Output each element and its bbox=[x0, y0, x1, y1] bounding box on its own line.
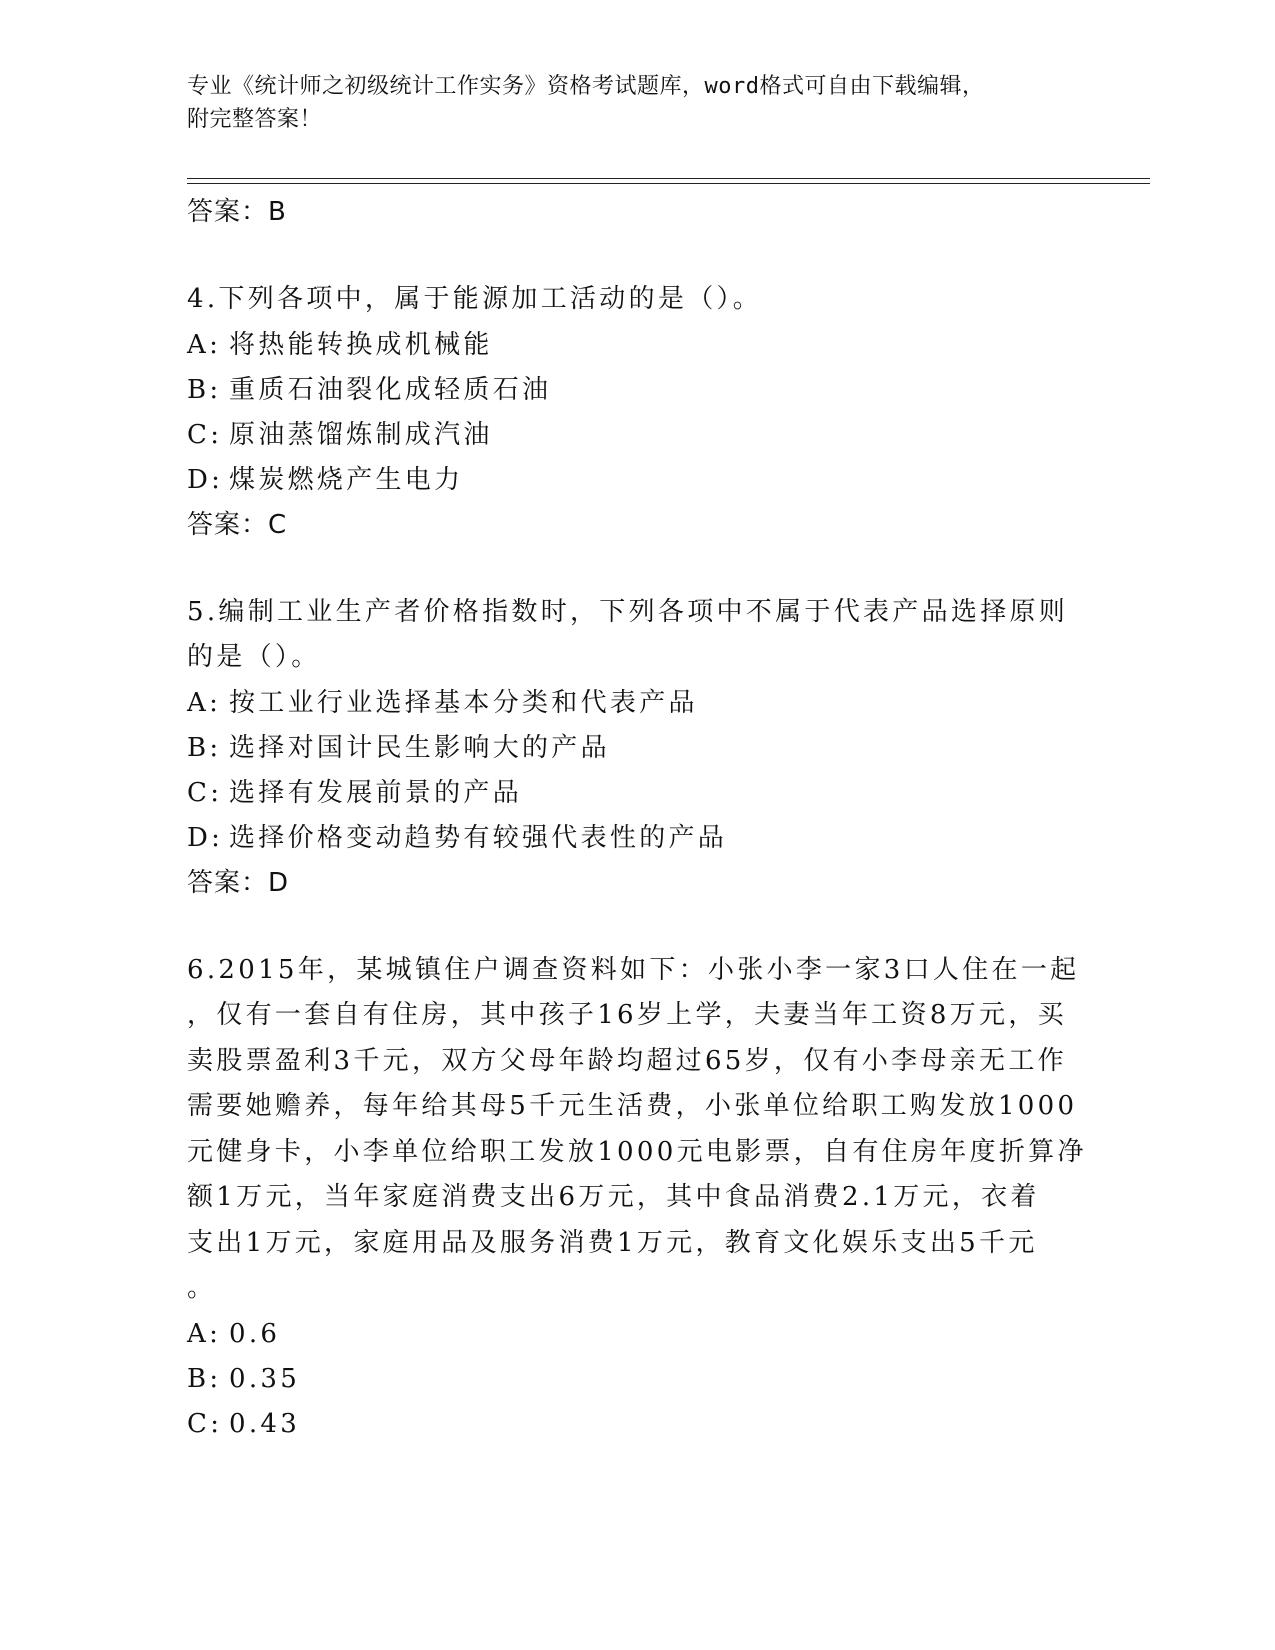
header-divider-top bbox=[187, 178, 1150, 179]
header-line-2: 附完整答案！ bbox=[187, 107, 323, 132]
option-text: 煤炭燃烧产生电力 bbox=[229, 464, 464, 495]
option-key: B: bbox=[187, 732, 222, 763]
option-text: 选择有发展前景的产品 bbox=[229, 777, 523, 808]
option-key: D: bbox=[187, 464, 224, 495]
option-d bbox=[187, 458, 1087, 503]
option-a bbox=[187, 323, 1087, 368]
option-key: C: bbox=[187, 419, 223, 450]
question-line: 额1万元，当年家庭消费支出6万元，其中食品消费2.1万元，衣着 bbox=[187, 1182, 1040, 1212]
question-line: 支出1万元，家庭用品及服务消费1万元，教育文化娱乐支出5千元 bbox=[187, 1227, 1038, 1258]
question-text bbox=[187, 948, 1087, 1312]
spacer bbox=[187, 547, 1087, 590]
answer-label: 答案：D bbox=[187, 867, 290, 898]
option-text: 选择对国计民生影响大的产品 bbox=[229, 732, 610, 763]
option-text: 0.6 bbox=[229, 1318, 281, 1349]
option-c bbox=[187, 413, 1087, 458]
option-text: 0.43 bbox=[229, 1408, 301, 1439]
option-text: 0.35 bbox=[229, 1363, 301, 1394]
option-key: A: bbox=[187, 687, 222, 718]
header-line-1: 专业《统计师之初级统计工作实务》资格考试题库，word格式可自由下载编辑， bbox=[187, 74, 985, 99]
option-key: B: bbox=[187, 1363, 222, 1394]
option-key: B: bbox=[187, 374, 222, 405]
question-text bbox=[187, 590, 1087, 681]
option-key: A: bbox=[187, 329, 222, 360]
option-text: 重质石油裂化成轻质石油 bbox=[229, 374, 552, 405]
question-line: 卖股票盈利3千元，双方父母年龄均超过65岁，仅有小李母亲无工作 bbox=[187, 1045, 1067, 1076]
question-list bbox=[187, 190, 1087, 1447]
question-text bbox=[187, 277, 1087, 323]
question-line: 。 bbox=[187, 1273, 217, 1303]
question-line: 5.编制工业生产者价格指数时，下列各项中不属于代表产品选择原则 bbox=[187, 596, 1069, 627]
question-5 bbox=[187, 590, 1087, 905]
option-text: 原油蒸馏炼制成汽油 bbox=[229, 419, 493, 450]
option-key: D: bbox=[187, 822, 224, 853]
question-4 bbox=[187, 277, 1087, 547]
option-a bbox=[187, 681, 1087, 726]
answer-label-prev: 答案：B bbox=[187, 197, 287, 227]
option-text: 按工业行业选择基本分类和代表产品 bbox=[229, 687, 698, 718]
option-d bbox=[187, 816, 1087, 861]
option-key: C: bbox=[187, 1408, 223, 1439]
option-text: 选择价格变动趋势有较强代表性的产品 bbox=[229, 822, 728, 853]
question-line: 4.下列各项中，属于能源加工活动的是（）。 bbox=[187, 284, 763, 314]
question-6 bbox=[187, 948, 1087, 1447]
option-key: C: bbox=[187, 777, 223, 808]
answer-label: 答案：C bbox=[187, 509, 288, 540]
option-a bbox=[187, 1312, 1087, 1357]
spacer bbox=[187, 905, 1087, 948]
spacer bbox=[187, 234, 1087, 277]
option-c bbox=[187, 771, 1087, 816]
option-c bbox=[187, 1402, 1087, 1447]
header-divider-bottom bbox=[187, 183, 1150, 184]
question-line: 6.2015年，某城镇住户调查资料如下：小张小李一家3口人住在一起 bbox=[187, 954, 1080, 985]
question-line: ，仅有一套自有住房，其中孩子16岁上学，夫妻当年工资8万元，买 bbox=[187, 1000, 1067, 1030]
option-b bbox=[187, 726, 1087, 771]
question-line: 元健身卡，小李单位给职工发放1000元电影票，自有住房年度折算净 bbox=[187, 1136, 1087, 1167]
option-text: 将热能转换成机械能 bbox=[229, 329, 493, 360]
option-b bbox=[187, 1357, 1087, 1402]
option-b bbox=[187, 368, 1087, 413]
option-key: A: bbox=[187, 1318, 222, 1349]
question-line: 需要她赡养，每年给其母5千元生活费，小张单位给职工购发放1000 bbox=[187, 1091, 1078, 1121]
document-header bbox=[187, 70, 1087, 136]
question-line: 的是（）。 bbox=[187, 642, 321, 672]
